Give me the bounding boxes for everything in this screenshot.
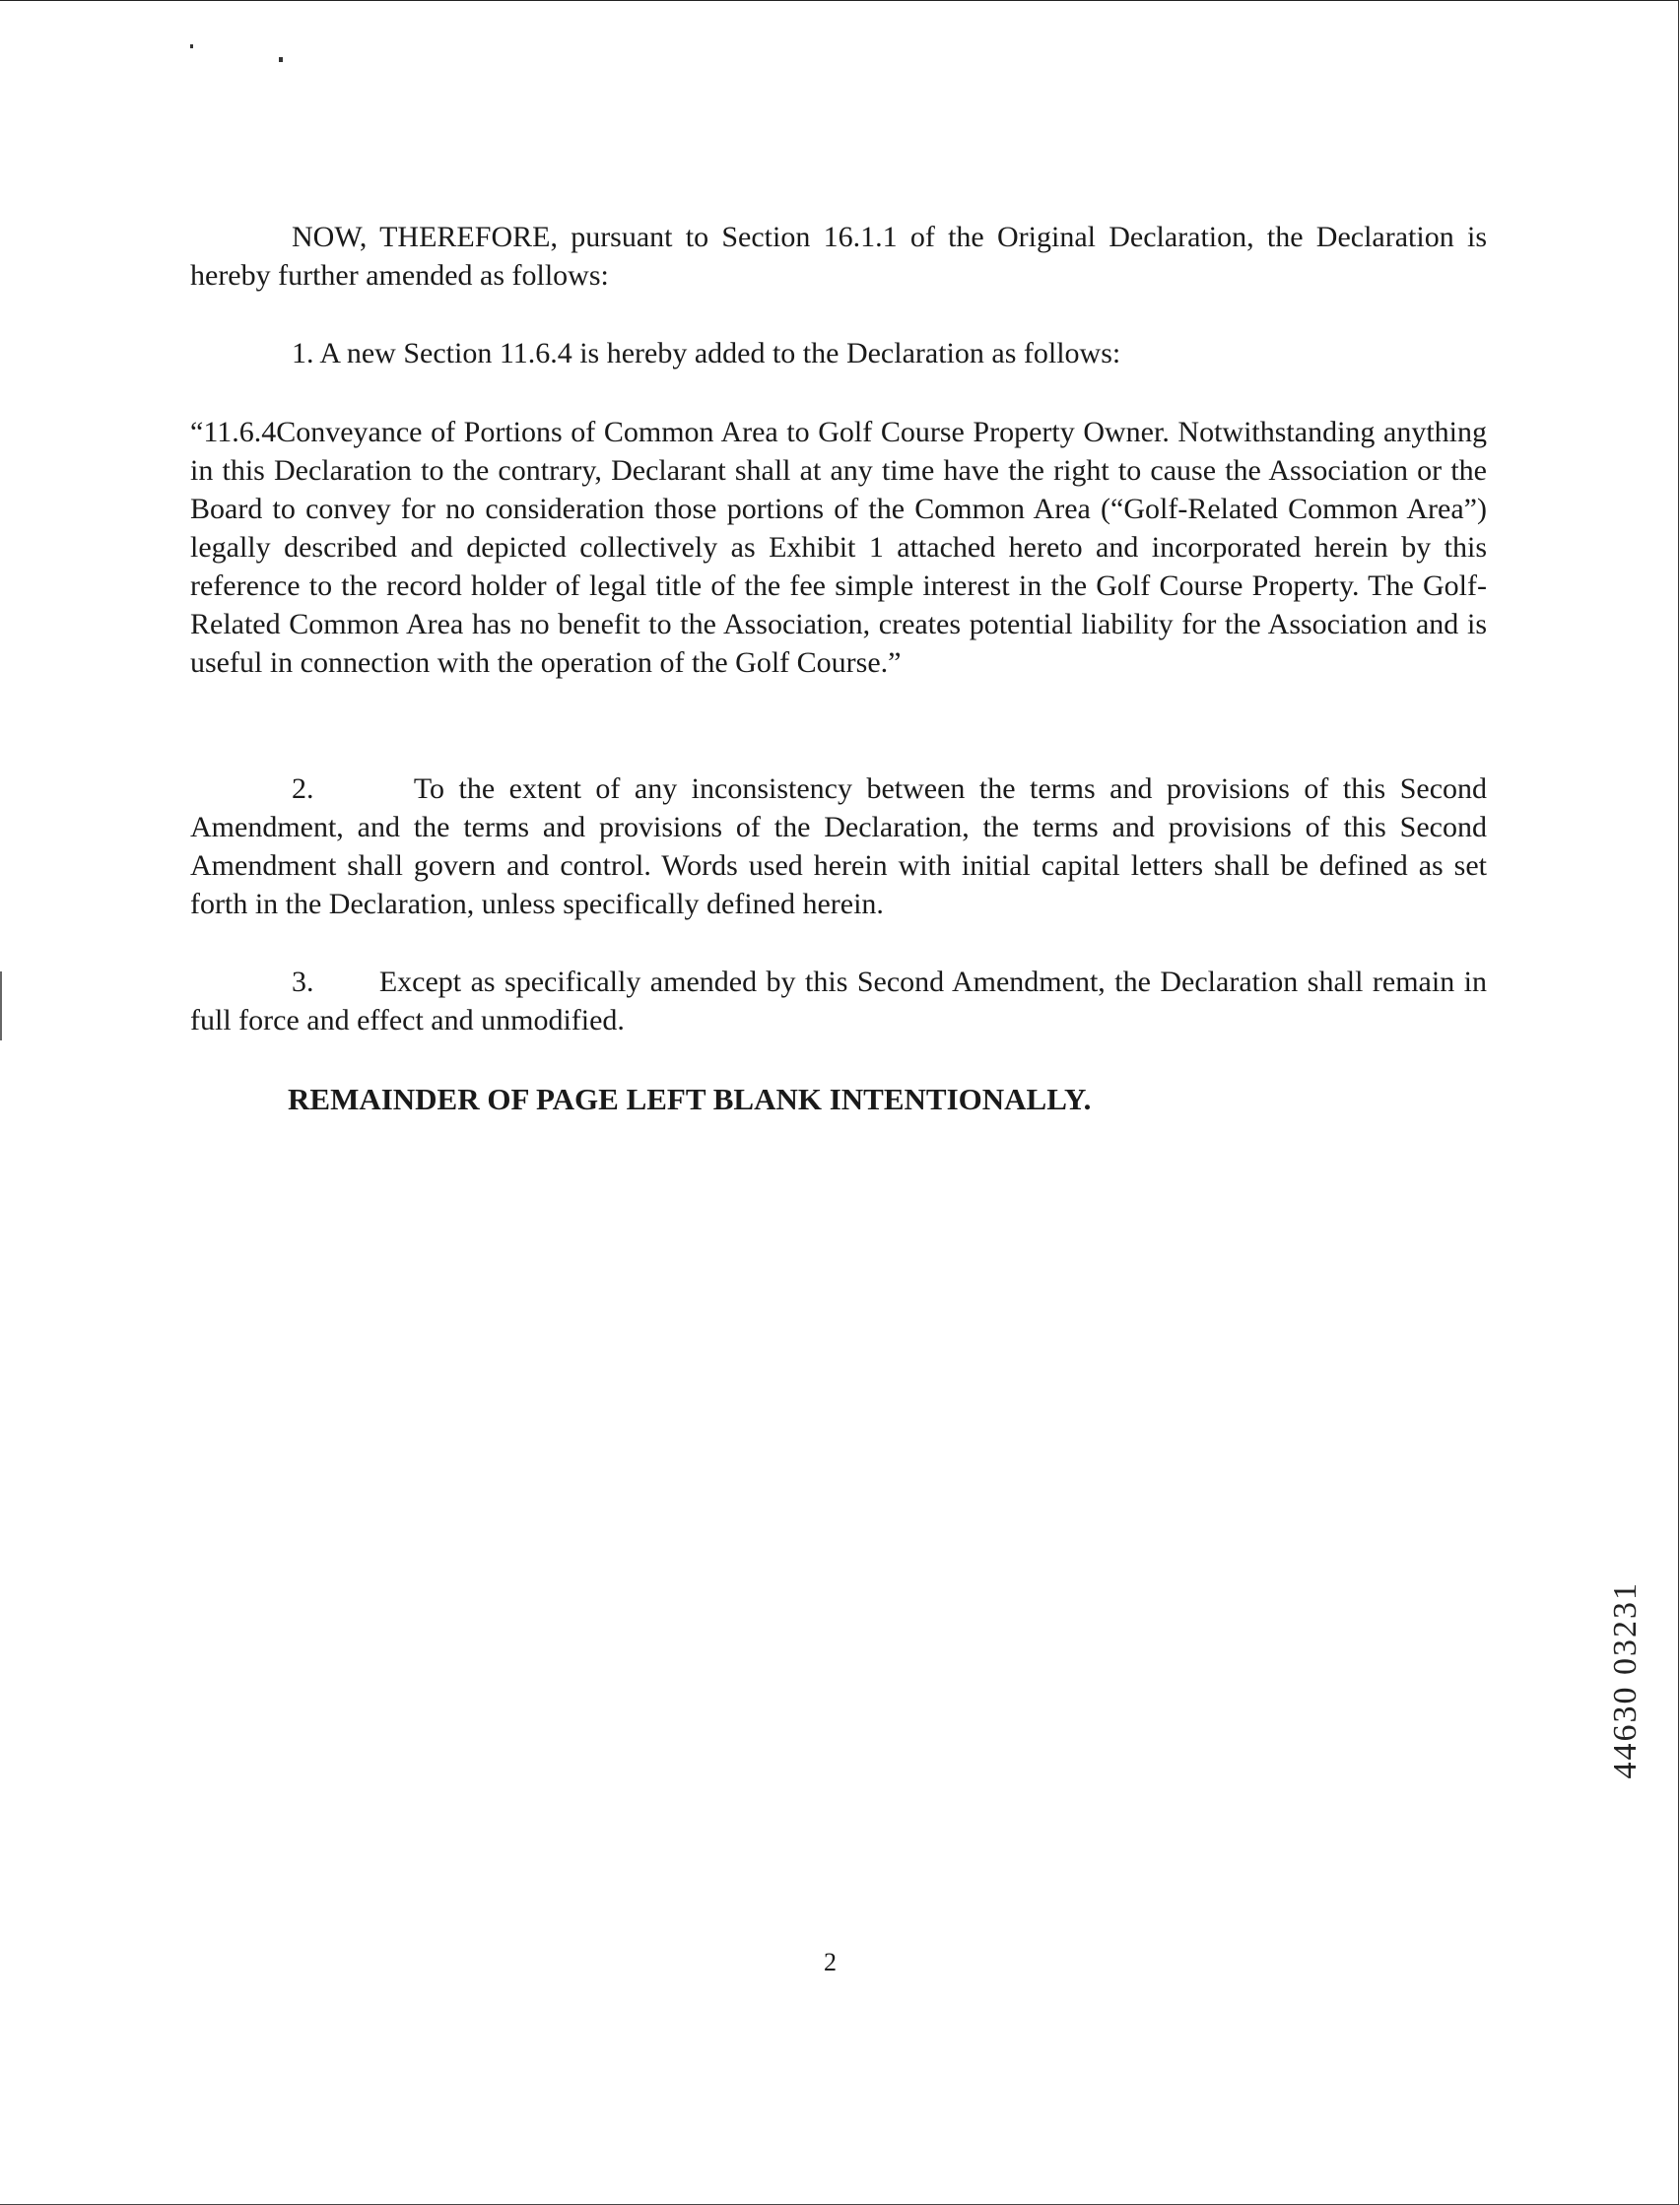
scan-edge-mark xyxy=(0,971,2,1040)
scan-speck xyxy=(190,44,193,48)
item-2-text: To the extent of any inconsistency between the terms and provisions of this Second Amendment, and the terms and provisions of the Declaration, the terms and provisions of this Second Amendment shall govern and control. Words used herein with initial capital letters shall be defined as set forth in the Declaration, unless specifically defined herein. xyxy=(190,772,1488,920)
item-2-number: 2. xyxy=(292,772,314,805)
item-3-number: 3. xyxy=(292,966,314,998)
item-3-text: Except as specifically amended by this Second Amendment, the Declaration shall remain in full force and effect and unmodified. xyxy=(190,966,1488,1036)
remainder-blank-heading: REMAINDER OF PAGE LEFT BLANK INTENTIONALLY. xyxy=(288,1082,1092,1116)
page-number: 2 xyxy=(824,1948,837,1976)
scan-speck xyxy=(279,57,283,62)
item-1-paragraph: 1. A new Section 11.6.4 is hereby added to the Declaration as follows: xyxy=(292,337,1121,369)
recording-stamp: 44630 03231 xyxy=(1607,1581,1644,1779)
item-3-paragraph xyxy=(190,963,1487,1039)
item-2-paragraph xyxy=(190,769,1487,923)
intro-paragraph: NOW, THEREFORE, pursuant to Section 16.1.1 of the Original Declaration, the Declaration is hereby further amended as follows: xyxy=(190,221,1487,292)
section-11-6-4-paragraph: “11.6.4Conveyance of Portions of Common Area to Golf Course Property Owner. Notwithstanding anything in this Declaration to the contrary, Declarant shall at any time have the right to cause the Association or the Board to convey for no consideration those portions of the Common Area (“Golf-Related Common Area”) legally described and depicted collectively as Exhibit 1 attached hereto and incorporated herein by this reference to the record holder of legal title of the fee simple interest in the Golf Course Property. The Golf-Related Common Area has no benefit to the Association, creates potential liability for the Association and is useful in connection with the operation of the Golf Course.” xyxy=(190,416,1487,679)
